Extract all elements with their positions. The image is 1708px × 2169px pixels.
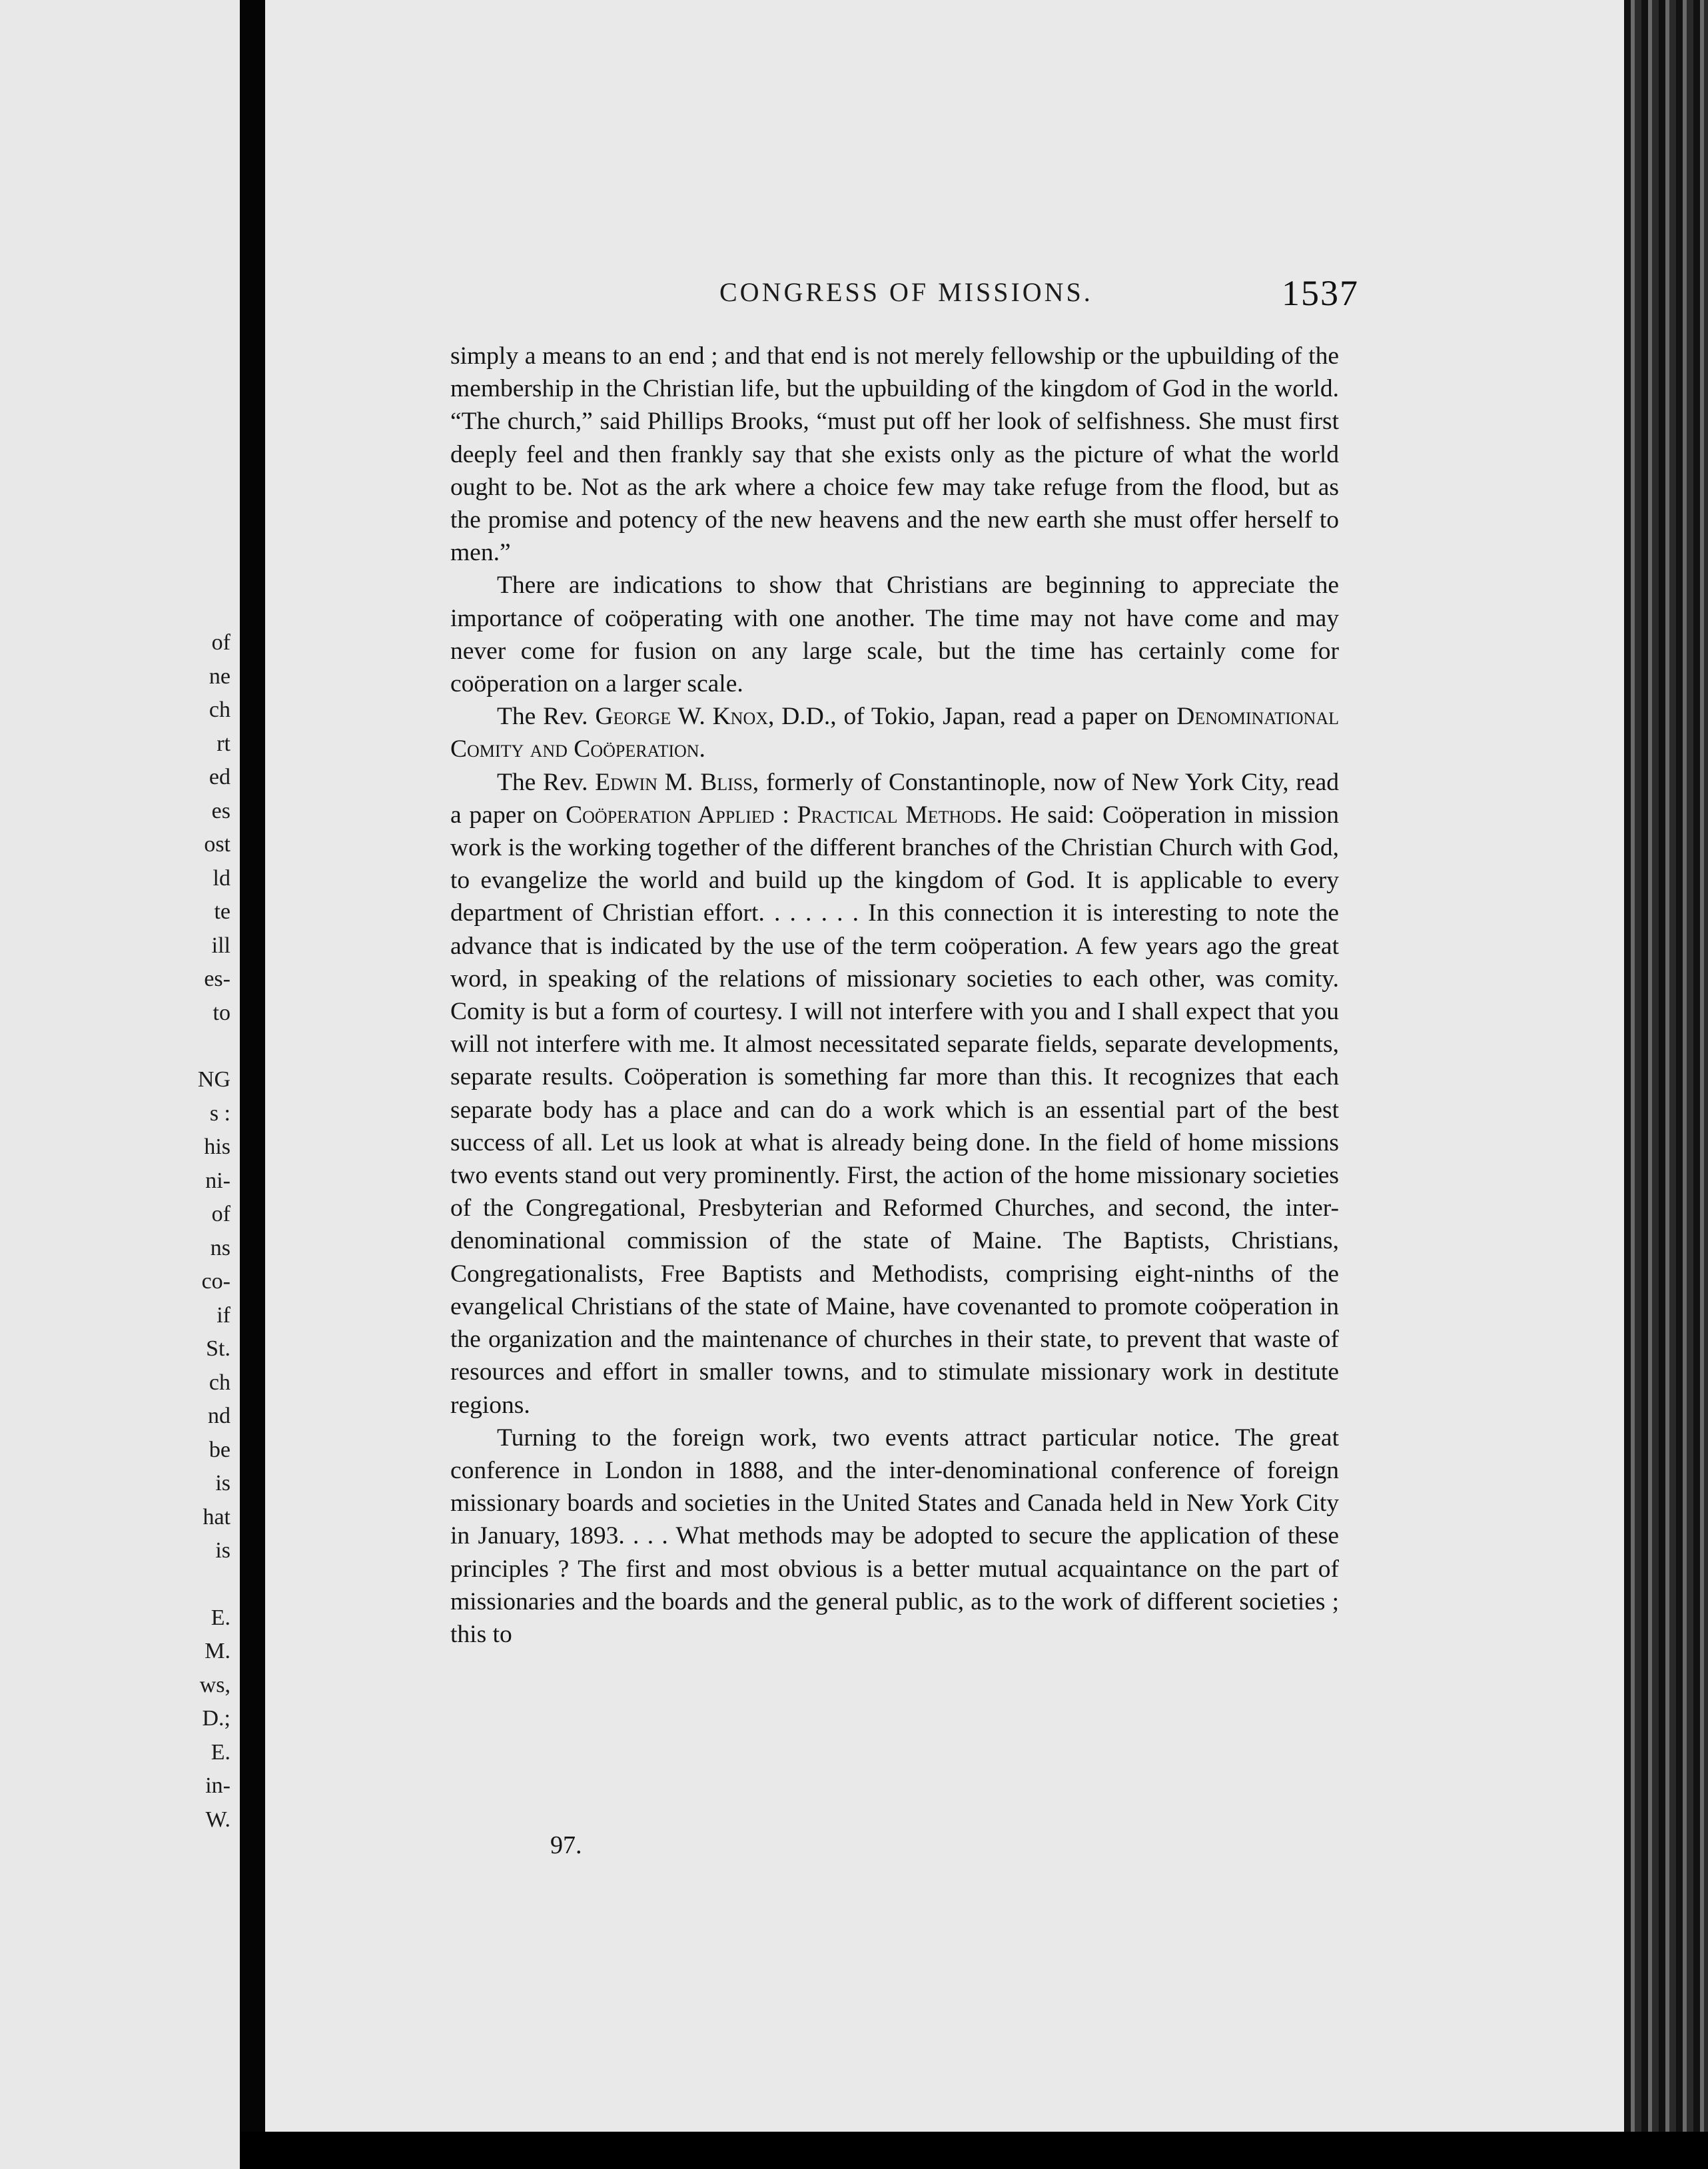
fragment-gap bbox=[131, 1030, 230, 1063]
facing-page-fragment: es bbox=[211, 798, 230, 823]
facing-page-fragment: es- bbox=[204, 967, 230, 991]
facing-page-fragment: E. bbox=[211, 1605, 230, 1630]
text-run: , D.D., of Tokio, Japan, read a paper on bbox=[768, 703, 1177, 731]
facing-page-fragment: rt bbox=[216, 731, 230, 756]
facing-page-fragment: ni- bbox=[205, 1168, 230, 1193]
facing-page-fragment: E. bbox=[211, 1739, 230, 1765]
paper-title-comity: Denominational Comity and Coöperation bbox=[450, 703, 1339, 763]
facing-page-fragment: if bbox=[216, 1302, 230, 1328]
facing-page-fragment: hat bbox=[203, 1504, 230, 1529]
running-title: CONGRESS OF MISSIONS. bbox=[719, 277, 1093, 307]
paragraph-5: Turning to the foreign work, two events attract particular notice. The great conference in London in 1888, and the inter-denominational conference of foreign missionary boards and societies in the United States and Canada held in New York City in January, 1893. . . . What methods may be adopted to secure the application of these principles ? The first and most obvious is a better mutual acquaintance on the part of missionaries and the boards and the general public, as to the work of different societies ; this to bbox=[450, 1424, 1339, 1648]
facing-page-fragment: ne bbox=[209, 663, 230, 689]
facing-page-fragment: ch bbox=[209, 697, 230, 722]
fragment-gap bbox=[131, 1568, 230, 1601]
page-body bbox=[450, 340, 1339, 1651]
page-edges bbox=[1624, 0, 1708, 2169]
facing-page-fragment: of bbox=[211, 630, 230, 655]
paragraph-3 bbox=[450, 700, 1339, 765]
scan-border bbox=[240, 2132, 1708, 2169]
facing-page-fragment: D.; bbox=[202, 1706, 230, 1731]
facing-page-fragment: co- bbox=[201, 1269, 230, 1294]
facing-page-fragment: ill bbox=[211, 933, 230, 958]
facing-page-fragment: ch bbox=[209, 1370, 230, 1395]
facing-page-fragment: is bbox=[215, 1471, 230, 1496]
paragraph-1: simply a means to an end ; and that end is not merely fellowship or the upbuilding of the membership in the Christian life, but the upbuilding of the kingdom of God in the world. “The church,” said Phillips Brooks, “must put off her look of selfishness. She must first deeply feel and then frankly say that she exists only as the picture of what the world ought to be. Not as the ark where a choice few may take refuge from the flood, but as the promise and potency of the new heavens and the new earth she must offer herself to men.” bbox=[450, 342, 1339, 567]
author-name-bliss: Edwin M. Bliss bbox=[595, 768, 753, 796]
facing-page-fragment: NG bbox=[197, 1067, 230, 1092]
facing-page-fragment: his bbox=[204, 1134, 230, 1159]
page-number: 1537 bbox=[1282, 273, 1359, 313]
facing-page-fragment: ost bbox=[204, 832, 230, 857]
facing-page-fragment: of bbox=[211, 1202, 230, 1226]
facing-page-fragment: M. bbox=[205, 1639, 230, 1663]
paragraph-4 bbox=[450, 766, 1339, 1422]
facing-page-fragment: ws, bbox=[199, 1672, 230, 1697]
facing-page-fragment: te bbox=[214, 899, 230, 924]
text-run: The Rev. bbox=[497, 768, 596, 796]
book-gutter bbox=[240, 0, 265, 2169]
facing-page-fragment: nd bbox=[208, 1404, 230, 1428]
text-run: , formerly of Constantinople, now of New York City, read a paper on bbox=[450, 768, 1339, 829]
facing-page-fragment: is bbox=[215, 1538, 230, 1563]
facing-page-fragment: be bbox=[209, 1437, 230, 1462]
facing-page-text-fragments bbox=[131, 626, 230, 1837]
facing-page-fragment: St. bbox=[206, 1336, 230, 1361]
facing-page-fragment: to bbox=[213, 1000, 230, 1025]
facing-page-fragment: ld bbox=[213, 865, 230, 891]
text-run: . bbox=[699, 735, 705, 763]
text-run: . He said: Coöperation in mission work is the working together of the different branches of the Christian Church with God, to evangelize the world and build up the kingdom of God. It is applicable to every department of Christian effort. . . . . . . In this connection it is interesting to note the advance that is indicated by the use of the term coöperation. A few years ago the great word, in speaking of the relations of missionary societies to each other, was comity. Comity is but a form of courtesy. I will not interfere with you and I shall expect that you will not interfere with me. It almost necessitated separate fields, separate developments, separate results. Coöperation is something far more than this. It recognizes that each separate body has a place and can do a work which is an essential part of the best success of all. Let us look at what is already being done. In the field of home missions two events stand out very prominently. First, the action of the home missionary societies of the Congregational, Presbyterian and Reformed Churches, and second, the inter-denominational commission of the state of Maine. The Baptists, Christians, Congregationalists, Free Baptists and Methodists, comprising eight-ninths of the evangelical Christians of the state of Maine, have covenanted to promote coöperation in the organization and the maintenance of churches in their state, to prevent that waste of resources and effort in smaller towns, and to stimulate missionary work in destitute regions. bbox=[450, 801, 1340, 1419]
running-head bbox=[719, 273, 1359, 316]
signature-mark: 97. bbox=[550, 1831, 582, 1859]
facing-page-fragment: in- bbox=[205, 1773, 230, 1798]
facing-page-left bbox=[0, 0, 240, 2169]
paragraph-2: There are indications to show that Christians are beginning to appreciate the importance of coöperating with one another. The time may not have come and may never come for fusion on any large scale, but the time has certainly come for coöperation on a larger scale. bbox=[450, 572, 1339, 698]
facing-page-fragment: ed bbox=[209, 765, 230, 789]
facing-page-fragment: W. bbox=[205, 1807, 230, 1832]
text-run: The Rev. bbox=[497, 703, 596, 731]
facing-page-fragment: ns bbox=[210, 1235, 230, 1260]
facing-page-fragment: s : bbox=[209, 1100, 230, 1126]
author-name-knox: George W. Knox bbox=[595, 703, 769, 731]
paper-title-cooperation: Coöperation Applied : Practical Methods bbox=[566, 801, 997, 829]
